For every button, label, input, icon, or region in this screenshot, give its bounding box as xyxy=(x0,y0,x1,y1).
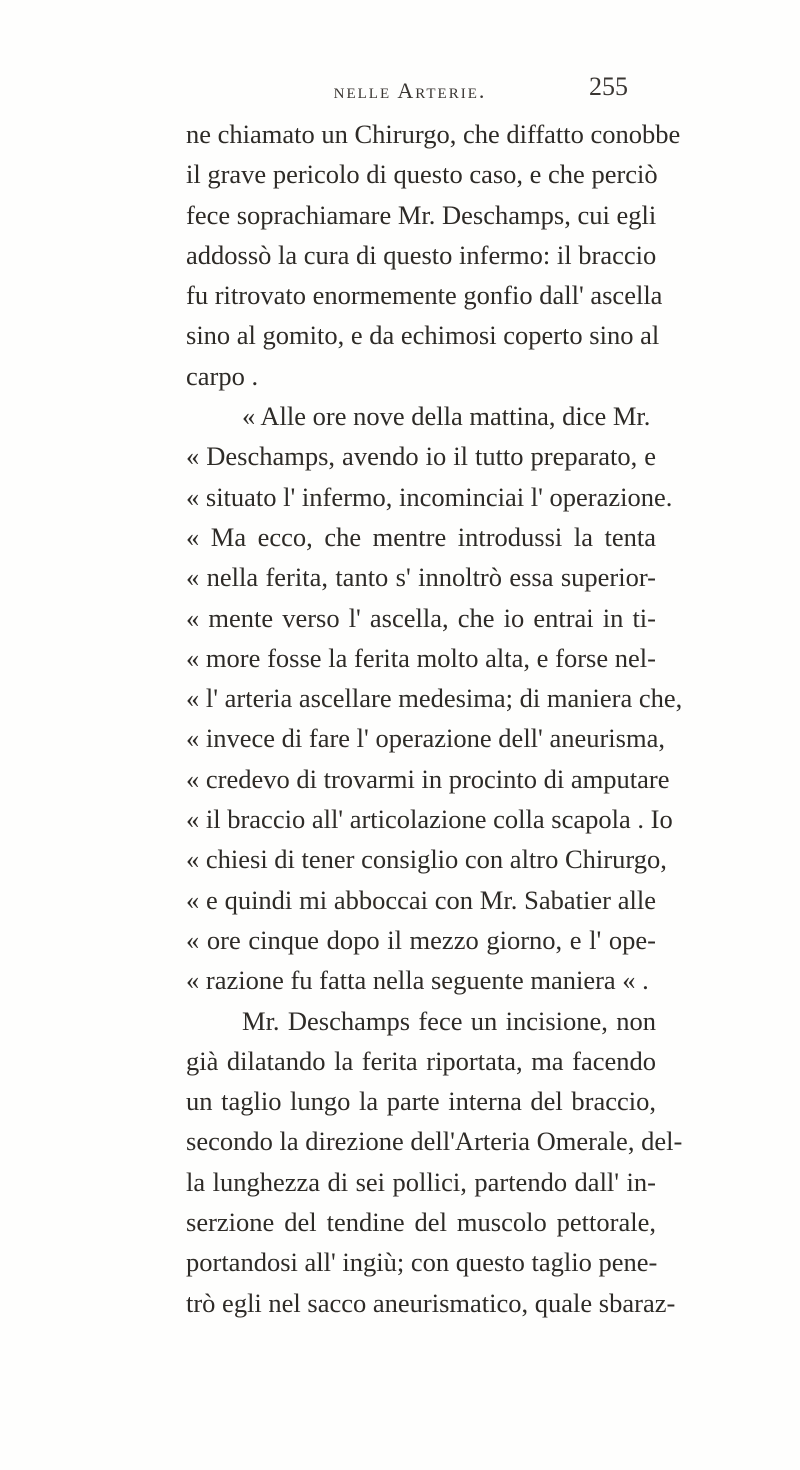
text-line: già dilatando la ferita riportata, ma facendo xyxy=(186,1045,656,1076)
text-line: « Alle ore nove della mattina, dice Mr. xyxy=(242,401,651,432)
text-line: sino al gomito, e da echimosi coperto sino al xyxy=(186,320,660,351)
text-line: Mr. Deschamps fece un incisione, non xyxy=(242,1005,656,1036)
text-line: « chiesi di tener consiglio con altro Chirurgo, xyxy=(186,844,667,875)
text-line: fu ritrovato enormemente gonfio dall' ascella xyxy=(186,280,663,311)
text-line: serzione del tendine del muscolo pettorale, xyxy=(186,1207,656,1238)
text-line: secondo la direzione dell'Arteria Omerale, del- xyxy=(186,1126,683,1157)
body-text xyxy=(186,114,683,1323)
text-line: « razione fu fatta nella seguente maniera « . xyxy=(186,965,649,996)
text-line: « situato l' infermo, incominciai l' operazione. xyxy=(186,481,673,512)
text-line: un taglio lungo la parte interna del braccio, xyxy=(186,1086,656,1117)
text-line: « Ma ecco, che mentre introdussi la tenta xyxy=(186,521,656,552)
text-line: « ore cinque dopo il mezzo giorno, e l' ope- xyxy=(186,924,656,955)
text-line: il grave pericolo di questo caso, e che perciò xyxy=(186,159,658,190)
text-line: trò egli nel sacco aneurismatico, quale sbaraz- xyxy=(186,1287,676,1318)
page-number: 255 xyxy=(589,72,628,101)
text-line: portandosi all' ingiù; con questo taglio pene- xyxy=(186,1247,658,1278)
text-line: ne chiamato un Chirurgo, che diffatto conobbe xyxy=(186,119,681,149)
text-line: « Deschamps, avendo io il tutto preparato, e xyxy=(186,441,656,472)
text-line: « mente verso l' ascella, che io entrai in ti- xyxy=(186,602,656,633)
text-line: addossò la cura di questo infermo: il braccio xyxy=(186,239,657,270)
text-line: « e quindi mi abboccai con Mr. Sabatier alle xyxy=(186,884,656,915)
text-line: « credevo di trovarmi in procinto di amputare xyxy=(186,763,670,794)
text-line: « invece di fare l' operazione dell' aneurisma, xyxy=(186,723,665,754)
running-title: nelle Arterie. xyxy=(333,78,487,103)
text-line: « il braccio all' articolazione colla scapola . Io xyxy=(186,804,673,835)
text-line: la lunghezza di sei pollici, partendo dall' in- xyxy=(186,1166,656,1197)
text-line: « more fosse la ferita molto alta, e forse nel- xyxy=(186,642,656,673)
text-line: « l' arteria ascellare medesima; di maniera che, xyxy=(186,683,683,714)
text-line: carpo . xyxy=(186,360,259,391)
text-line: « nella ferita, tanto s' innoltrò essa superior- xyxy=(186,562,656,593)
text-line: fece soprachiamare Mr. Deschamps, cui egli xyxy=(186,199,657,230)
